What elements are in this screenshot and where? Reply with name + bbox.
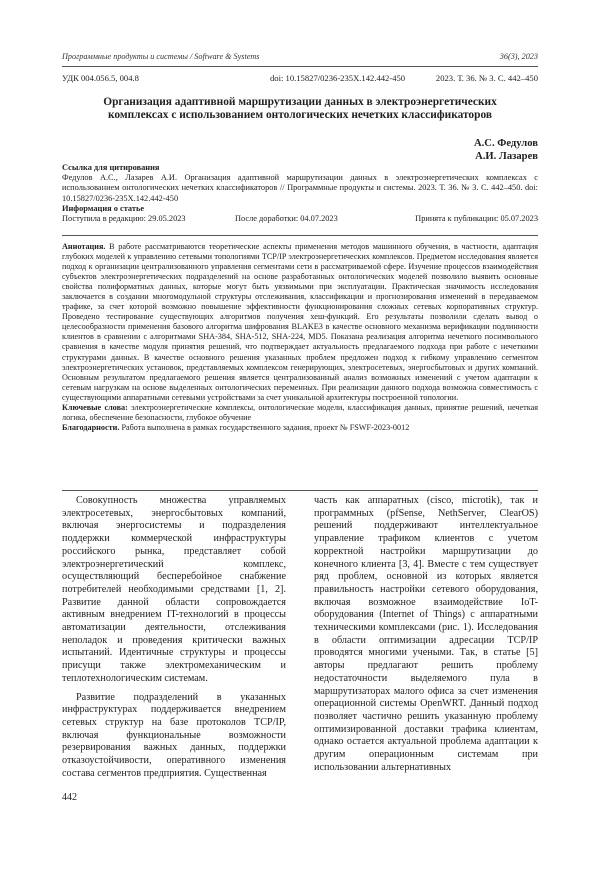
journal-name: Программные продукты и системы / Software & Systems: [62, 52, 260, 61]
body-paragraph: Развитие подразделений в указанных инфраструктурах поддерживается внедрением сетевых структур на базе протоколов TCP/IP, включая функциональные возможности резервирования важных данных, поддержки отказоустойчивости, оперативного изменения состава сегментов предприятия. Существенная: [62, 691, 286, 779]
article-meta-line: [62, 73, 538, 85]
running-head: [62, 52, 538, 65]
citation-heading: Ссылка для цитирования: [62, 163, 160, 172]
author-list: [474, 137, 538, 163]
abstract-bottom-divider: [62, 490, 538, 491]
abstract-paragraph: [62, 242, 538, 403]
volume-pages: 2023. Т. 36. № 3. С. 442–450: [435, 73, 538, 83]
author-name: А.И. Лазарев: [475, 151, 538, 162]
received-date: Поступила в редакцию: 29.05.2023: [62, 214, 186, 224]
keywords-text: электроэнергетические комплексы, онтологические модели, классификация данных, принятие решений, нечеткая логика, обеспечение безопасности, глубокое обучение: [62, 402, 539, 422]
acknowledgements-text: Работа выполнена в рамках государственного задания, проект № FSWF-2023-0012: [121, 422, 410, 432]
citation-block: [62, 163, 538, 225]
header-divider: [62, 66, 538, 67]
revised-date: После доработки: 04.07.2023: [235, 214, 338, 224]
body-paragraph: Совокупность множества управляемых электросетевых, энергосбытовых компаний, включая энергосистемы и подразделения поддержки коммерческой инфраструктуры российского рынка, представляет собой электроэнергетический комплекс, осуществляющий бесперебойное снабжение потребителей необходимыми средствами [1, 2]. Развитие данной области сопровождается активным внедрением IT-технологий в процессы автоматизации деятельности, отслеживания неполадок и проведения критически важных испытаний. Идентичные структуры и процессы присущи также электромеханическим и теплотехнологическим системам.: [62, 495, 286, 684]
article-title: Организация адаптивной маршрутизации данных в электроэнергетических комплексах с использованием онтологических нечетких классификаторов: [103, 96, 497, 121]
udk-code: УДК 004.056.5, 004.8: [62, 73, 139, 83]
author-name: А.С. Федулов: [474, 138, 538, 149]
body-column-right: [314, 495, 538, 774]
doi: doi: 10.15827/0236-235X.142.442-450: [270, 73, 406, 83]
body-column-left: [62, 495, 286, 780]
acknowledgements-label: Благодарности.: [62, 422, 120, 432]
citation-text: Федулов А.С., Лазарев А.И. Организация адаптивной маршрутизации данных в электроэнергетических комплексах с использованием онтологических нечетких классификаторов // Программные продукты и системы. 2023. Т. 36. № 3. С. 442–450. doi: 10.15827/0236-235X.142.442-450: [62, 173, 538, 203]
acknowledgements-paragraph: [62, 423, 538, 433]
accepted-date: Принята к публикации: 05.07.2023: [415, 214, 538, 224]
abstract-top-divider: [62, 235, 538, 236]
keywords-label: Ключевые слова:: [62, 402, 128, 412]
abstract-label: Аннотация.: [62, 242, 106, 251]
body-paragraph: часть как аппаратных (cisco, microtik), так и программных (pfSense, NethServer, ClearOS) решений поддерживают интеллектуальное управление трафиком клиентов с учетом корректной настройки маршрутизации до конечного клиента [3, 4]. Вместе с тем существует ряд проблем, основной из которых является правильность настройки сетевого оборудования, включая возможное взаимодействие IoT-оборудования (Internet of Things) с аппаратными техническими комплексами (рис. 1). Исследования в области оптимизации адресации TCP/IP проводятся многими учеными. Так, в статье [5] авторы предлагают решить проблему недостаточности выделяемого пула в маршрутизаторах малого офиса за счет изменения операционной системы OpenWRT. Данный подход позволяет частично решить указанную проблему оптимизированной доставки трафика клиентам, однако остается актуальной проблема адаптации к другим операционным системам при использовании альтернативных: [314, 495, 538, 773]
page-number: 442: [62, 792, 77, 803]
abstract-text: В работе рассматриваются теоретические аспекты применения методов машинного обучения, в частности, адаптация глубоких моделей к управлению сетевыми топологиями TCP/IP электроэнергетических комплексов. Предметом исследования является подход к организации централизованного управления сегментами сети в рассматриваемой сфере. Изучение процессов взаимодействия субъектов электроэнергетических подразделений на основе разработанных онтологических моделей позволило выявить основные свойства полиформатных данных, которые могут быть уязвимыми при эксплуатации. Практическая значимость исследования заключается в создании многомодульной структуры отслеживания, классификации и прогнозирования изменений в передаваемом трафике, за счет которой возможно повышение эффективности функционирования сложных сетевых корпоративных структур. Проведено тестирование существующих алгоритмов получения хеш-функций. Его результаты позволили сделать вывод о целесообразности применения базового алгоритма шифрования BLAKE3 в качестве основного механизма верификации подлинности клиентов в сравнении с алгоритмами SHA-384, SHA-512, SHA-224, MD5. Показана реализация алгоритма нечеткого посимвольного сравнения в качестве модуля принятия решений, что подтверждает актуальность предлагаемого подхода при работе с нечеткими структурами данных. В качестве основного решения указанных проблем предложен подход к гибкому управлению сегментом электроэнергетических установок, представляемых комплексом генерирующих, электросетевых, энергосбытовых и других компаний. Основным результатом предлагаемого решения является централизованный анализ возможных изменений с учетом адаптации к сетевым нагрузкам на основе выделенных онтологических переменных. При реализации данного подхода возможна совместимость с существующими аппаратными сетевыми устройствами за счет уникальной архитектуры построенной топологии.: [62, 242, 539, 402]
keywords-paragraph: [62, 403, 538, 423]
issue-number: 36(3), 2023: [499, 52, 538, 61]
article-dates: [62, 214, 538, 225]
article-info-heading: Информация о статье: [62, 203, 145, 213]
abstract-block: [62, 242, 538, 433]
